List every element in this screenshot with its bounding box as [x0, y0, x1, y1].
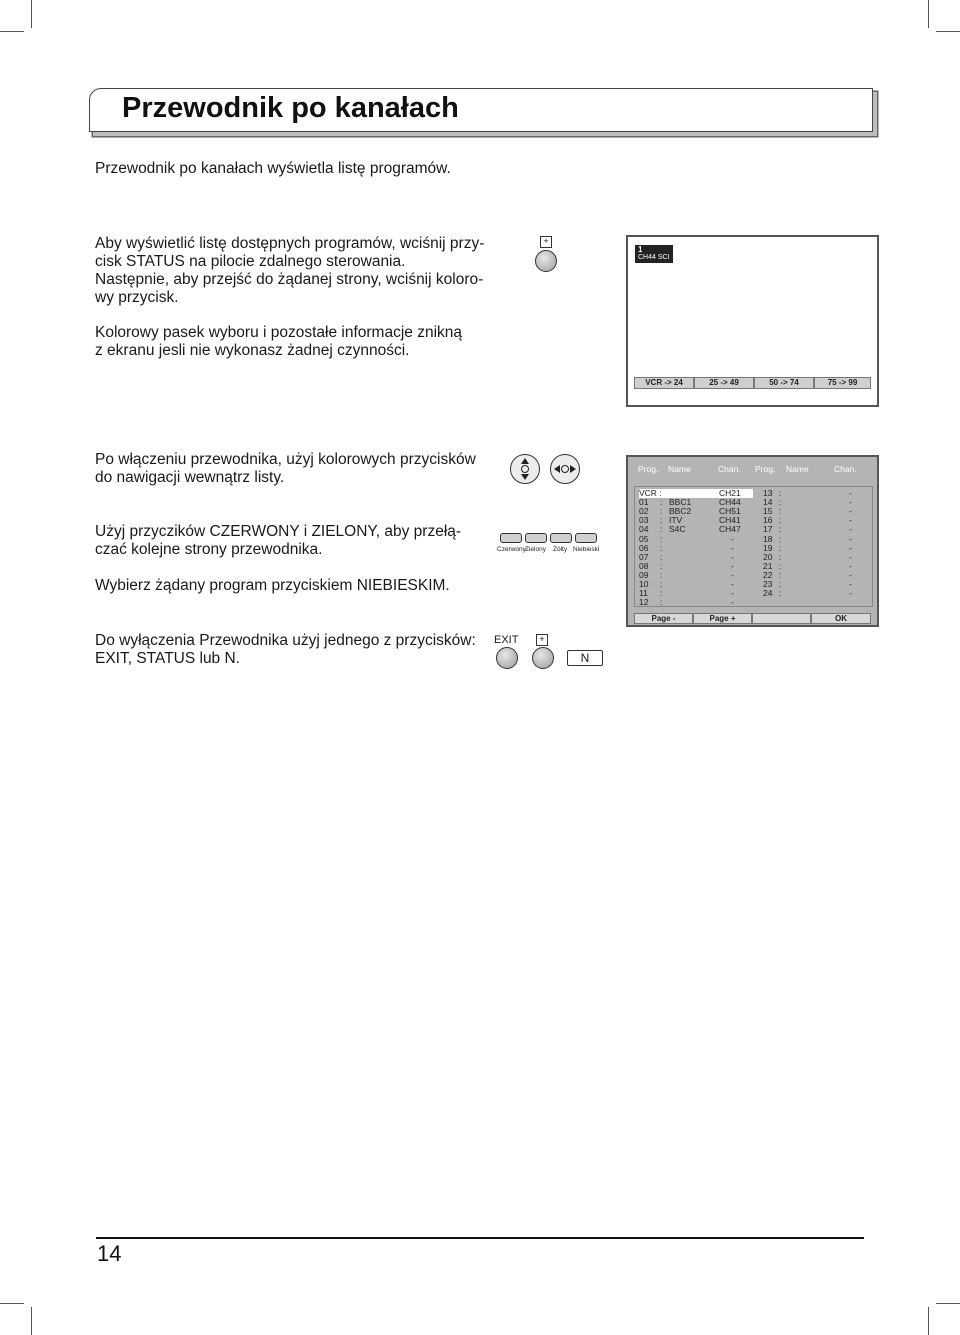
red-button-label: Czerwony [497, 546, 526, 553]
guide-cell-right-chan: - [849, 506, 852, 517]
header-chan: Chan. [718, 464, 741, 474]
up-down-arrows-icon [511, 455, 539, 483]
n-button[interactable]: N [567, 650, 603, 666]
blue-button[interactable] [575, 533, 597, 543]
guide-cell-right-sep: : [779, 542, 782, 553]
empty-footer-button[interactable] [752, 613, 811, 624]
green-button-label: Zielony [525, 546, 546, 553]
status-icon: + [540, 236, 552, 248]
blue-button-label: Niebieski [573, 546, 600, 553]
paragraph-status [95, 235, 484, 307]
guide-cell-right-prog: 18 [763, 533, 773, 544]
guide-row[interactable] [639, 544, 867, 553]
guide-cell-right-chan: - [849, 488, 852, 498]
footer-rule [96, 1237, 864, 1239]
guide-cell-left-prog: 01 [639, 497, 649, 508]
paragraph-select: Wybierz żądany program przyciskiem NIEBIESKIM. [95, 577, 450, 594]
guide-cell-left-sep: : [660, 497, 663, 508]
range-button[interactable]: 50 -> 74 [754, 377, 814, 389]
paragraph-exit [95, 632, 476, 668]
guide-cell-left-sep: : [660, 551, 663, 562]
crop-mark [0, 1303, 24, 1304]
guide-row[interactable] [639, 580, 867, 589]
guide-cell-right-prog: 17 [763, 524, 773, 535]
channel-info-box [635, 245, 673, 263]
text-line: EXIT, STATUS lub N. [95, 650, 240, 667]
paragraph-timeout [95, 324, 462, 360]
yellow-button[interactable] [550, 533, 572, 543]
guide-cell-right-chan: - [849, 569, 852, 580]
guide-cell-left-prog: VCR : [639, 488, 662, 498]
guide-cell-left-sep: : [660, 515, 663, 526]
yellow-button-label: Żółty [553, 546, 568, 553]
status-button[interactable] [535, 250, 557, 272]
guide-cell-left-chan: - [731, 597, 734, 608]
guide-cell-right-chan: - [849, 524, 852, 535]
guide-cell-right-prog: 14 [763, 497, 773, 508]
guide-cell-left-sep: : [660, 569, 663, 580]
guide-cell-left-chan: CH21 [719, 488, 741, 498]
crop-mark [0, 31, 24, 32]
red-button[interactable] [500, 533, 522, 543]
guide-cell-right-sep: : [779, 569, 782, 580]
crop-mark [31, 1307, 32, 1335]
guide-cell-right-prog: 15 [763, 506, 773, 517]
status-icon: + [536, 634, 548, 646]
paragraph-navigation [95, 451, 476, 487]
guide-cell-right-prog: 21 [763, 560, 773, 571]
ok-button[interactable]: OK [811, 613, 871, 624]
guide-cell-left-sep: : [660, 533, 663, 544]
guide-cell-left-chan: CH41 [719, 515, 741, 526]
guide-cell-left-prog: 08 [639, 560, 649, 571]
guide-cell-left-prog: 05 [639, 533, 649, 544]
guide-cell-left-prog: 04 [639, 524, 649, 535]
text-line: z ekranu jesli nie wykonasz żadnej czynności. [95, 342, 410, 359]
header-prog: Prog. [638, 464, 659, 474]
guide-cell-left-sep: : [660, 542, 663, 553]
guide-cell-left-sep: : [660, 560, 663, 571]
crop-mark [31, 0, 32, 28]
guide-cell-right-sep: : [779, 497, 782, 508]
guide-cell-right-chan: - [849, 542, 852, 553]
range-button[interactable]: 75 -> 99 [814, 377, 871, 389]
guide-row[interactable] [639, 598, 867, 607]
guide-cell-left-name: BBC2 [669, 506, 692, 517]
text-line: Aby wyświetlić listę dostępnych programów, wciśnij przy- [95, 235, 485, 252]
guide-cell-left-prog: 11 [639, 588, 648, 599]
paragraph-pages [95, 523, 461, 559]
channel-list [634, 486, 873, 607]
text-line: wy przycisk. [95, 289, 179, 306]
guide-cell-right-sep: : [779, 533, 782, 544]
crop-mark [928, 0, 929, 28]
guide-cell-left-chan: - [731, 542, 734, 553]
channel-name: CH44 SCI [638, 254, 670, 261]
text-line: Następnie, aby przejść do żądanej strony, wciśnij koloro- [95, 271, 484, 288]
range-button[interactable]: 25 -> 49 [694, 377, 754, 389]
guide-cell-left-chan: - [731, 579, 734, 589]
guide-cell-right-chan: - [849, 497, 852, 508]
guide-row[interactable] [639, 553, 867, 562]
guide-cell-right-sep: : [779, 560, 782, 571]
text-line: czać kolejne strony przewodnika. [95, 541, 323, 558]
guide-cell-left-prog: 06 [639, 542, 649, 553]
green-button[interactable] [525, 533, 547, 543]
text-line: Do wyłączenia Przewodnika użyj jednego z przycisków: [95, 632, 476, 649]
guide-cell-right-chan: - [849, 515, 852, 526]
guide-cell-left-prog: 03 [639, 515, 649, 526]
guide-cell-right-sep: : [779, 515, 782, 526]
guide-cell-right-sep: : [779, 506, 782, 517]
guide-cell-left-sep: : [660, 588, 663, 599]
text-line: Kolorowy pasek wyboru i pozostałe informacje znikną [95, 324, 463, 341]
guide-cell-right-prog: 22 [763, 569, 773, 580]
up-down-nav-button[interactable] [510, 454, 540, 484]
guide-cell-right-chan: - [849, 533, 852, 544]
guide-cell-left-prog: 09 [639, 569, 649, 580]
guide-cell-right-prog: 13 [763, 488, 773, 498]
left-right-arrows-icon [551, 455, 579, 483]
page-number: 14 [97, 1241, 122, 1266]
header-prog-2: Prog. [755, 464, 776, 474]
guide-row[interactable] [639, 525, 867, 534]
guide-cell-right-prog: 24 [763, 588, 773, 599]
guide-cell-right-sep: : [779, 588, 782, 599]
guide-cell-left-sep: : [660, 524, 663, 535]
guide-cell-left-sep: : [660, 579, 663, 589]
channel-guide-screen [626, 455, 879, 627]
text-line: cisk STATUS na pilocie zdalnego sterowania. [95, 253, 406, 270]
exit-label: EXIT [494, 634, 519, 646]
guide-cell-left-name: ITV [669, 515, 683, 526]
header-chan-2: Chan. [834, 464, 857, 474]
guide-cell-right-prog: 16 [763, 515, 773, 526]
guide-cell-right-sep: : [779, 524, 782, 535]
channel-number: 1 [638, 245, 643, 254]
guide-cell-left-chan: CH44 [719, 497, 741, 508]
guide-cell-left-chan: CH47 [719, 524, 741, 535]
page-plus-button[interactable]: Page + [693, 613, 752, 624]
guide-row[interactable] [639, 589, 867, 598]
guide-cell-right-sep: : [779, 551, 782, 562]
exit-button[interactable] [496, 647, 518, 669]
guide-cell-right-prog: 19 [763, 542, 773, 553]
guide-cell-left-chan: - [731, 569, 734, 580]
guide-cell-left-sep: : [660, 597, 663, 608]
range-button[interactable]: VCR -> 24 [634, 377, 694, 389]
guide-cell-right-chan: - [849, 551, 852, 562]
left-right-nav-button[interactable] [550, 454, 580, 484]
guide-cell-left-chan: - [731, 588, 734, 599]
guide-cell-right-chan: - [849, 560, 852, 571]
header-name: Name [668, 464, 691, 474]
crop-mark [928, 1307, 929, 1335]
guide-cell-right-prog: 20 [763, 551, 773, 562]
guide-cell-left-prog: 10 [639, 579, 649, 589]
guide-row[interactable] [639, 535, 867, 544]
crop-mark [936, 31, 960, 32]
intro-text: Przewodnik po kanałach wyświetla listę programów. [95, 160, 451, 177]
page-title: Przewodnik po kanałach [122, 92, 459, 124]
guide-cell-left-name: S4C [669, 524, 686, 535]
guide-cell-right-chan: - [849, 579, 852, 589]
guide-cell-left-chan: CH51 [719, 506, 741, 517]
text-line: Po włączeniu przewodnika, użyj kolorowych przycisków [95, 451, 476, 468]
guide-cell-right-sep: : [779, 488, 782, 498]
guide-cell-right-chan: - [849, 588, 852, 599]
text-line: Użyj przyczików CZERWONY i ZIELONY, aby przełą- [95, 523, 462, 540]
guide-cell-left-name: BBC1 [669, 497, 692, 508]
page-minus-button[interactable]: Page - [634, 613, 693, 624]
guide-cell-left-chan: - [731, 560, 734, 571]
guide-cell-right-prog: 23 [763, 579, 773, 589]
text-line: do nawigacji wewnątrz listy. [95, 469, 285, 486]
status-button[interactable] [532, 647, 554, 669]
guide-cell-left-chan: - [731, 551, 734, 562]
header-name-2: Name [786, 464, 809, 474]
guide-cell-left-prog: 07 [639, 551, 649, 562]
guide-cell-left-prog: 12 [639, 597, 649, 608]
guide-row[interactable] [639, 562, 867, 571]
guide-row[interactable] [639, 571, 867, 580]
guide-cell-left-sep: : [660, 506, 663, 517]
title-banner [89, 88, 873, 132]
channel-banner-screen [626, 235, 879, 407]
guide-cell-right-sep: : [779, 579, 782, 589]
guide-cell-left-chan: - [731, 533, 734, 544]
crop-mark [936, 1303, 960, 1304]
guide-cell-left-prog: 02 [639, 506, 649, 517]
